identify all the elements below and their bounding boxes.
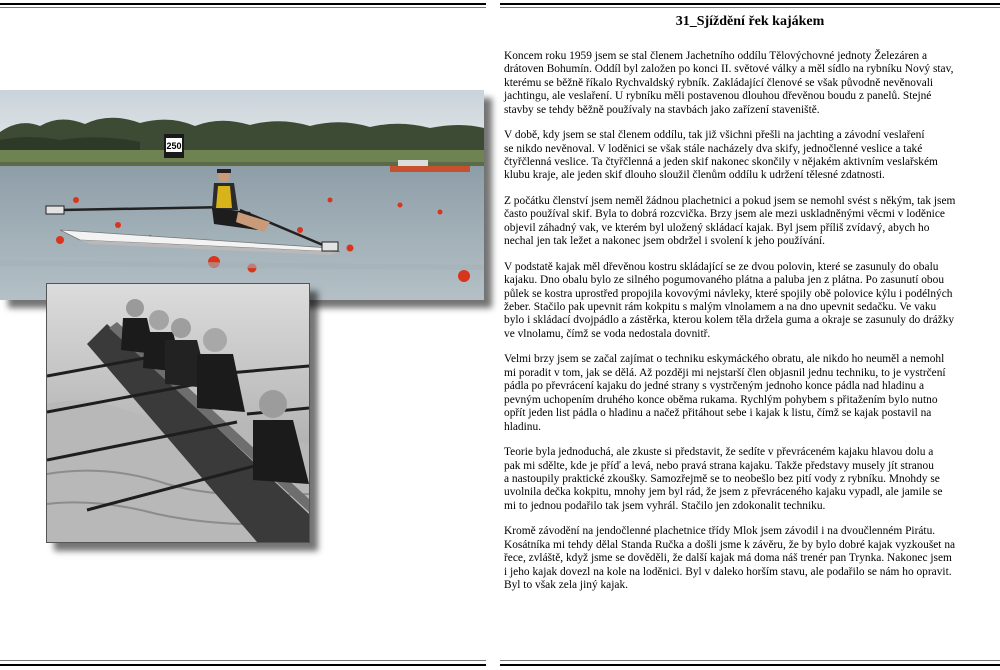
paragraph: V době, kdy jsem se stal členem oddílu, tak již všichni přešli na jachting a závodní veslaření se nikdo nevěnoval. V loděnici se však stále nacházely dva skify, jednočlenné veslice a také čtyřčlenná veslice. Ta čtyřčlenná a jeden skif nakonec skončily v nějakém aktivním veslařském klubu kraje, ale jeden skif dlouho sloužil členům oddílu k udržení tělesné zdatnosti. (504, 129, 938, 182)
bottom-rule-left-thin (0, 660, 486, 661)
coxless-four-illustration (47, 284, 309, 542)
top-rule-right (500, 3, 1000, 5)
paragraph: Kromě závodění na jendočlenné plachetnice třídy Mlok jsem závodil i na dvoučlenném Pirátu. Kosátníka mi tehdy dělal Standa Ručka a došli jsme k závěru, že by bylo dobré kajak vyzkoušet na řece, zvláště, když jsme se dověděli, že další kajak má doma náš trenér pan Trynka. Nakonec jsem i jeho kajak dovezl na kole na loděnici. Byl v daleko horším stavu, ale podařilo se nám ho opravit. Byl to však zela jiný kajak. (504, 525, 956, 591)
paragraph: Teorie byla jednoduchá, ale zkuste si představit, že sedíte v převráceném kajaku hlavou dolu a pak mi sdělte, kde je příď a levá, nebo pravá strana kajaku. Takže představy musely jít stranou a nastoupily praktické zkoušky. Samozřejmě se to neobešlo bez pití vody z rybníku. Mnohdy se uvolnila dečka kokpitu, mnohy jem byl rád, že jsem z převráceného kajaku vypadl, ale jamile se mi to jednou podařilo tak jsem vyhrál. Stačilo jen zdokonalit techniku. (504, 446, 943, 512)
distance-sign-text: 250 (166, 141, 182, 151)
right-column (500, 0, 1000, 670)
bottom-rule-right-thin (500, 660, 1000, 661)
top-rule-right-thin (500, 7, 1000, 8)
coxless-four-photo (46, 283, 310, 543)
paragraph: Velmi brzy jsem se začal zajímat o techniku eskymáckého obratu, ale nikdo ho neuměl a nemohl mi poradit v tom, jak se dělá. Až později mi nejstarší člen objasnil jednu techniku, to je vystrčení pádla po převrácení kajaku do jedné strany s vystrčeným jednoho konce pádla nad hladinu a pevným uchopením druhého konce oběma rukama. Rychlým pohybem s přitažením bylo nutno opřít jeden list pádla o hladinu a načež přitáhout sebe i kajak k listu, čímž se kajak postavil na hladinu. (504, 353, 946, 433)
top-rule-left (0, 3, 486, 5)
bottom-rule-right (500, 664, 1000, 666)
paragraph: Koncem roku 1959 jsem se stal členem Jachetního oddílu Tělovýchovné jednoty Železáren a drátoven Bohumín. Oddíl byl založen po konci II. světové války a měl sídlo na rybníku Nový stav, kterému se běžně říkalo Rychvaldský rybník. Zakládající členové se však původně nevěnovali jachtingu, ale veslaření. U rybníku měli postavenou dlouhou dřevěnou boudu z panelů. Stejné stavby se tehdy běžně používaly na stavbách jako zařízení staveniště. (504, 50, 954, 116)
paragraph: V podstatě kajak měl dřevěnou kostru skládající se ze dvou polovin, které se zasunuly do obalu kajaku. Dno obalu bylo ze silného pogumovaného plátna a paluba jen z plátna. Po zasunutí obou půlek se kostra uprostřed propojila kovovými návleky, které spojily obě polovice kýlu i podélných žeber. Stačilo pak upevnit rám kokpitu s malým vlnolamem a na dno upevnit sedačku. Ve vaku bylo i skládací dvojpádlo a zástěrka, kterou kolem těla držela guma a okraje se zasunuly do drážky ve vlnolamu, čímž se voda nedostala dovnitř. (504, 260, 955, 340)
bottom-rule-left (0, 664, 486, 666)
top-rule-left-thin (0, 7, 486, 8)
paragraph: Z počátku členství jsem neměl žádnou plachetnici a pokud jsem se nemohl svést s někým, tak jsem často používal skif. Byla to dobrá rozcvička. Brzy jsem ale mezi uskladněnými věcmi v loděnice objevil záhadný vak, ve kterém byl uložený skládací kajak. Byl jsem příliš zvídavý, abych ho nechal jen tak ležet a nakonec jsem obdržel i svolení k jeho používání. (504, 195, 956, 248)
left-column (0, 0, 488, 670)
article-body (504, 50, 994, 605)
rowing-skiff-photo (0, 90, 484, 300)
rowing-skiff-illustration (0, 90, 484, 300)
page-title: 31_Sjíždění řek kajákem (675, 14, 825, 29)
